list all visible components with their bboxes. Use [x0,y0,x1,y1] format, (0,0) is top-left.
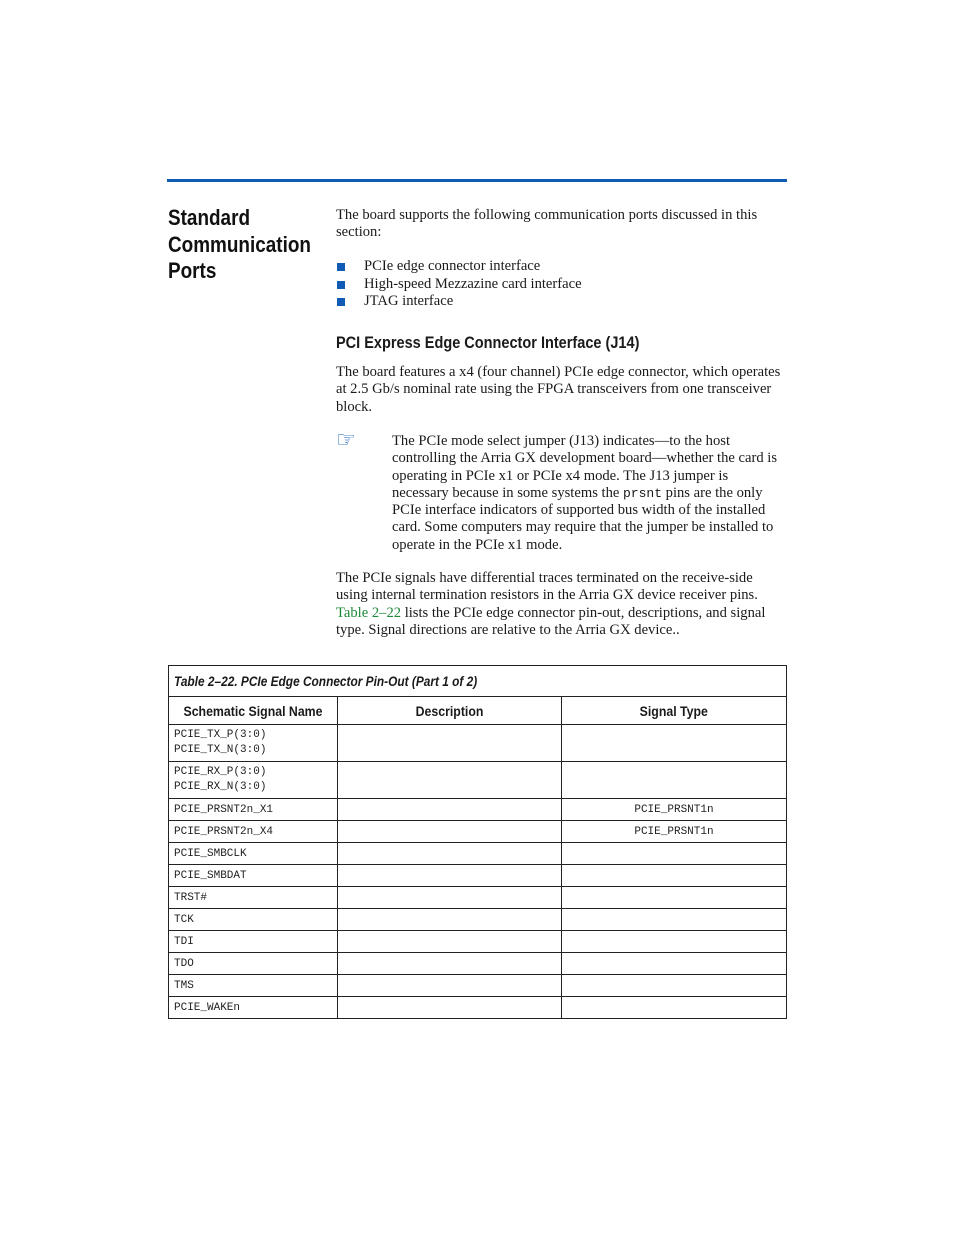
square-bullet-icon [337,263,345,271]
signal-name-cell: PCIE_SMBDAT [169,865,338,887]
note-text-part: The PCIe mode select jumper (J13) indicates—to the host controlling the Arria GX development board—whether the card is operating in PCIe x1 or PCIe x4 mode. The J13 jumper is necessary because in some systems the [392,433,777,501]
paragraph-text: The PCIe signals have differential traces terminated on the receive-side using internal termination resistors in the Arria GX device receiver pins. [336,570,758,604]
section-title-line: Standard [168,205,251,230]
description-cell [337,799,561,821]
square-bullet-icon [337,281,345,289]
signal-name-cell: TMS [169,975,338,997]
signal-type-cell [561,762,786,799]
list-item [336,293,582,311]
table-row [169,953,787,975]
signal-name-cell: PCIE_PRSNT2n_X1 [169,799,338,821]
list-item [336,276,582,294]
table-row [169,887,787,909]
signal-name-cell [169,725,338,762]
table-caption-text: Table 2–22. PCIe Edge Connector Pin-Out (Part 1 of 2) [174,673,478,689]
column-header [337,697,561,725]
signal-name: PCIE_RX_P(3:0) [174,766,267,778]
signal-name: PCIE_TX_N(3:0) [174,744,267,756]
table-row [169,931,787,953]
signal-name-cell: PCIE_SMBCLK [169,843,338,865]
pointing-hand-icon: ☞ [336,428,356,453]
list-item-label: PCIe edge connector interface [364,258,541,274]
signal-name-cell [169,762,338,799]
square-bullet-icon [337,298,345,306]
paragraph-text: lists the PCIe edge connector pin-out, descriptions, and signal type. Signal directions are relative to the Arria GX device.. [336,604,766,639]
signal-type-cell [561,865,786,887]
signal-name-cell: TDO [169,953,338,975]
description-cell [337,843,561,865]
column-header [169,697,338,725]
table-caption-row [169,666,787,697]
description-cell [337,725,561,762]
signal-type-cell: PCIE_PRSNT1n [561,821,786,843]
note-text-part: pins are the only PCIe interface indicators of supported bus width of the installed card. Some computers may require that the jumper be installed to operate in the PCIe x1 mode. [392,484,774,553]
description-cell [337,762,561,799]
signal-type-cell [561,725,786,762]
description-cell [337,953,561,975]
signal-type-cell [561,975,786,997]
signal-name-cell: TDI [169,931,338,953]
port-list [336,258,582,311]
section-title [168,205,311,285]
pin-out-table [168,665,787,1019]
description-cell [337,997,561,1019]
signal-type-cell [561,843,786,865]
signal-type-cell [561,953,786,975]
column-header-text: Schematic Signal Name [183,702,323,719]
table-row [169,909,787,931]
signal-name-cell: PCIE_WAKEn [169,997,338,1019]
list-item-label: High-speed Mezzazine card interface [364,275,582,292]
signal-type-cell [561,997,786,1019]
description-cell [337,865,561,887]
table-row [169,975,787,997]
table-caption [169,666,787,697]
table-header-row [169,697,787,725]
intro-paragraph: The board supports the following communication ports discussed in this section: [336,207,758,241]
note-text [392,433,787,554]
column-header-text: Signal Type [639,702,709,719]
signal-type-cell: PCIE_PRSNT1n [561,799,786,821]
list-item-label: JTAG interface [364,293,454,309]
signal-name-cell: TCK [169,909,338,931]
description-cell [337,975,561,997]
table-row [169,762,787,799]
signal-name-cell: PCIE_PRSNT2n_X4 [169,821,338,843]
subsection-title: PCI Express Edge Connector Interface (J14) [336,334,640,352]
table-row [169,997,787,1019]
description-cell [337,931,561,953]
note-code: prsnt [623,485,663,501]
list-item [336,258,582,276]
table-row [169,821,787,843]
section-title-line: Ports [168,258,217,283]
column-header [561,697,786,725]
description-cell [337,821,561,843]
signal-name: PCIE_TX_P(3:0) [174,729,267,741]
pcie-description-paragraph: The board features a x4 (four channel) PCIe edge connector, which operates at 2.5 Gb/s nominal rate using the FPGA transceivers from one transceiver block. [336,364,781,415]
header-rule [167,179,787,182]
signal-name: PCIE_RX_N(3:0) [174,781,267,793]
table-reference-link[interactable]: Table 2–22 [336,604,402,621]
table-row [169,865,787,887]
description-cell [337,909,561,931]
signal-type-cell [561,909,786,931]
table-row [169,725,787,762]
section-title-line: Communication [168,231,311,257]
signal-type-cell [561,887,786,909]
column-header-text: Description [415,702,484,719]
signal-name-cell: TRST# [169,887,338,909]
table-row [169,843,787,865]
signal-type-cell [561,931,786,953]
description-cell [337,887,561,909]
signals-paragraph [336,570,787,640]
table-row [169,799,787,821]
